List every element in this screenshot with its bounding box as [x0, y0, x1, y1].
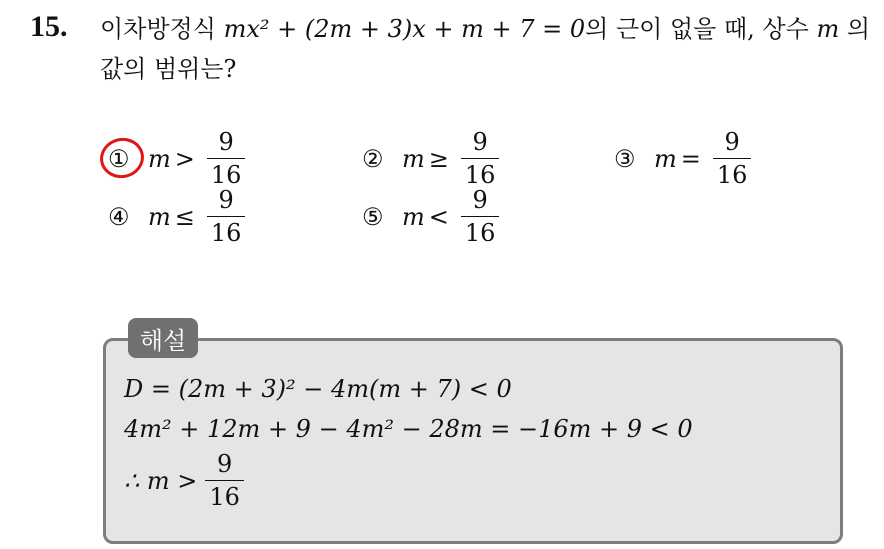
choice-fraction: $\frac{9}{16}$: [207, 188, 246, 245]
solution-line-1: D = (2m + 3)² − 4m(m + 7) < 0: [124, 375, 512, 403]
solution-conclusion: ∴ m >: [124, 466, 198, 495]
choice-3[interactable]: [614, 130, 751, 187]
question-suffix-end: 의: [846, 15, 871, 43]
choice-number: ①: [108, 144, 130, 173]
question-equation: mx² + (2m + 3)x + m + 7 = 0: [223, 15, 586, 43]
question-number: 15.: [30, 10, 68, 43]
solution-label: 해설: [128, 318, 198, 358]
choice-number: ③: [614, 144, 636, 173]
question-line-2: 값의 범위는?: [100, 55, 237, 83]
question-variable: m: [816, 15, 840, 43]
choice-inequality: m =: [654, 144, 701, 173]
choice-fraction: $\frac{9}{16}$: [461, 188, 500, 245]
choice-inequality: m ≤: [148, 202, 195, 231]
choice-2[interactable]: [362, 130, 499, 187]
solution-line-2: 4m² + 12m + 9 − 4m² − 28m = −16m + 9 < 0: [124, 415, 693, 443]
choice-number: ⑤: [362, 202, 384, 231]
solution-line-3: [124, 452, 244, 509]
choice-inequality: m >: [148, 144, 195, 173]
choice-4[interactable]: [108, 188, 245, 245]
question-suffix: 의 근이 없을 때, 상수: [585, 15, 809, 43]
solution-fraction: $\frac{9}{16}$: [205, 452, 244, 509]
choice-inequality: m <: [402, 202, 449, 231]
choice-fraction: $\frac{9}{16}$: [207, 130, 246, 187]
question-line-1: [100, 14, 870, 44]
choice-5[interactable]: [362, 188, 499, 245]
choice-fraction: $\frac{9}{16}$: [461, 130, 500, 187]
choice-inequality: m ≥: [402, 144, 449, 173]
question-prefix: 이차방정식: [100, 15, 216, 43]
choice-fraction: $\frac{9}{16}$: [713, 130, 752, 187]
choice-number: ④: [108, 202, 130, 231]
choice-number: ②: [362, 144, 384, 173]
choice-1[interactable]: [108, 130, 245, 187]
